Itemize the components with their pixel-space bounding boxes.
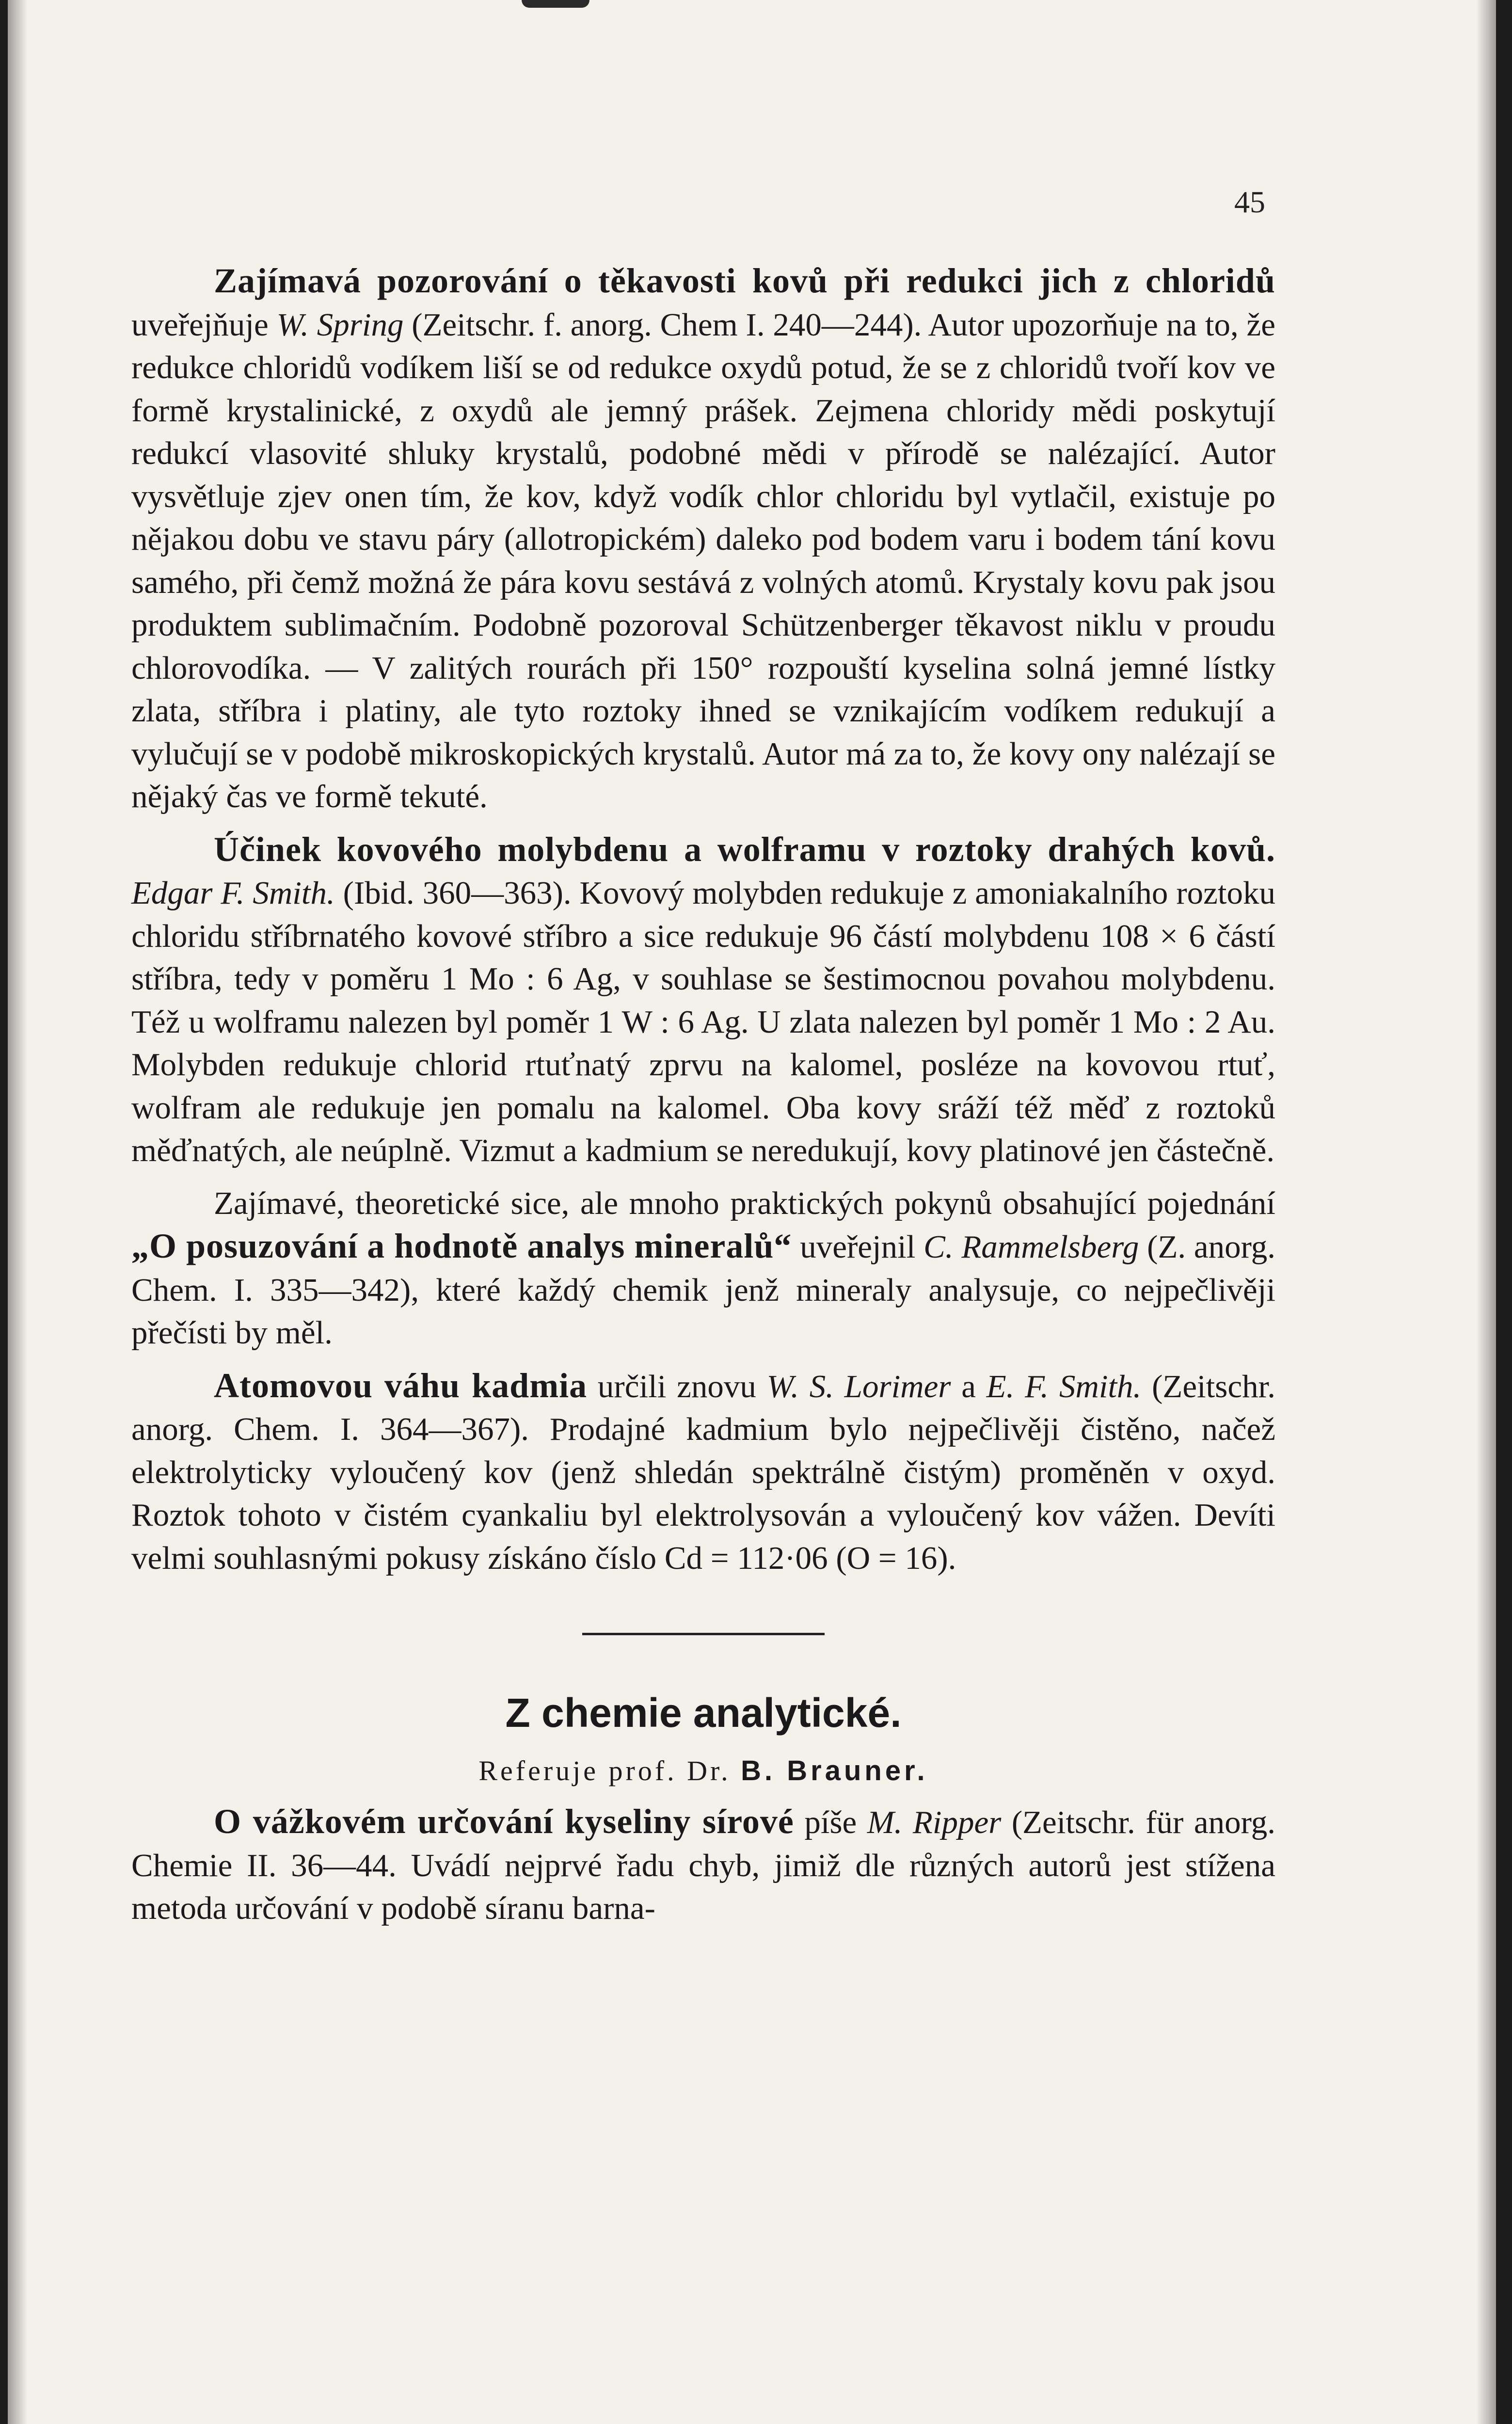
author-name: M. Ripper — [867, 1804, 1002, 1840]
byline-prefix: Referuje prof. Dr. — [478, 1755, 741, 1786]
paragraph-volatility — [131, 259, 1275, 818]
paragraph-text: (Zeitschr. f. anorg. Chem I. 240—244). Autor upozorňuje na to, že redukce chloridů vodíkem liší se od redukce oxydů potud, že se z chloridů tvoří kov ve formě krystalinické, z oxydů ale jemný prášek. Zejmena chloridy mědi poskytují redukcí vlasovité shluky krystalů, podobné mědi v přírodě se nalézající. Autor vysvětluje zjev onen tím, že kov, když vodík chlor chloridu byl vytlačil, existuje po nějakou dobu ve stavu páry (allotropickém) daleko pod bodem varu i bodem tání kovu samého, při čemž možná že pára kovu sestává z volných atomů. Krystaly kovu pak jsou produktem sublimačním. Podobně pozoroval Schützenberger těkavost niklu v proudu chlorovodíka. — V zalitých rourách při 150° rozpouští kyselina solná jemné lístky zlata, stříbra i platiny, ale tyto roztoky ihned se vznikajícím vodíkem redukují a vylučují se v podobě mikroskopických krystalů. Autor má za to, že kovy ony nalézají se nějaký čas ve formě tekuté. — [131, 306, 1275, 814]
paragraph-text: určili znovu — [587, 1368, 767, 1404]
paragraph-lead: „O posuzování a hodnotě analys mineralů“ — [131, 1227, 792, 1265]
author-name: C. Rammelsberg — [923, 1229, 1139, 1265]
paragraph-cadmium — [131, 1364, 1275, 1580]
paragraph-minerals — [131, 1182, 1275, 1355]
paragraph-text: (Z. anorg. Chem. I. 335—342), které každý chemik jenž mineraly analysuje, co nejpečlivěji přečísti by měl. — [131, 1229, 1276, 1351]
author-name: W. Spring — [276, 306, 404, 343]
paragraph-text: (Zeitschr. für anorg. Chemie II. 36—44. Uvádí nejprvé řadu chyb, jimiž dle různých autorů jest stížena metoda určování v podobě síranu barna- — [131, 1804, 1275, 1926]
paragraph-lead: Zajímavá pozorování o těkavosti kovů při redukci jich z chloridů — [214, 261, 1275, 300]
section-title: Z chemie analytické. — [505, 1690, 902, 1736]
paragraph-molybdenum — [131, 828, 1275, 1172]
paragraph-text: píše — [794, 1804, 867, 1840]
paragraph-text: a — [951, 1368, 987, 1404]
author-name: W. S. Lorimer — [766, 1368, 951, 1404]
author-name: E. F. Smith. — [986, 1368, 1142, 1404]
scan-artifact-top — [522, 0, 589, 8]
page-edge-shadow-left — [8, 0, 27, 2424]
paragraph-text: uveřejnil — [792, 1229, 924, 1265]
scanned-page — [8, 0, 1496, 2424]
section-divider — [582, 1633, 825, 1635]
paragraph-lead: O vážkovém určování kyseliny sírové — [214, 1802, 794, 1841]
byline-name: B. Brauner. — [741, 1755, 928, 1786]
paragraph-text: (Zeitschr. anorg. Chem. I. 364—367). Prodajné kadmium bylo nejpečlivěji čistěno, načež elektrolyticky vyloučený kov (jenž shledán spektrálně čistým) proměněn v oxyd. Roztok tohoto v čistém cyankaliu byl elektrolysován a vyloučený kov vážen. Devíti velmi souhlasnými pokusy získáno číslo Cd = 112·06 (O = 16). — [131, 1368, 1275, 1576]
paragraph-lead: Atomovou váhu kadmia — [214, 1366, 588, 1405]
paragraph-text: uveřejňuje — [131, 306, 277, 343]
page-edge-shadow-right — [1477, 0, 1496, 2424]
paragraph-lead: Účinek kovového molybdenu a wolframu v roztoky drahých kovů. — [214, 829, 1275, 869]
section-byline — [131, 1752, 1275, 1790]
article-body — [131, 259, 1275, 1930]
paragraph-text: Zajímavé, theoretické sice, ale mnoho praktických pokynů obsahující pojednání — [214, 1185, 1275, 1221]
paragraph-sulfuric-acid — [131, 1800, 1275, 1930]
page-number: 45 — [1234, 185, 1265, 219]
author-name: Edgar F. Smith. — [131, 875, 335, 911]
paragraph-text: (Ibid. 360—363). Kovový molybden redukuje z amoniakalního roztoku chloridu stříbrnatého kovové stříbro a sice redukuje 96 částí molybdenu 108 × 6 částí stříbra, tedy v poměru 1 Mo : 6 Ag, v souhlase se šestimocnou povahou molybdenu. Též u wolframu nalezen byl poměr 1 W : 6 Ag. U zlata nalezen byl poměr 1 Mo : 2 Au. Molybden redukuje chlorid rtuťnatý zprvu na kalomel, posléze na kovovou rtuť, wolfram ale redukuje jen pomalu na kalomel. Oba kovy sráží též měď z roztoků měďnatých, ale neúplně. Vizmut a kadmium se neredukují, kovy platinové jen částečně. — [131, 875, 1275, 1168]
